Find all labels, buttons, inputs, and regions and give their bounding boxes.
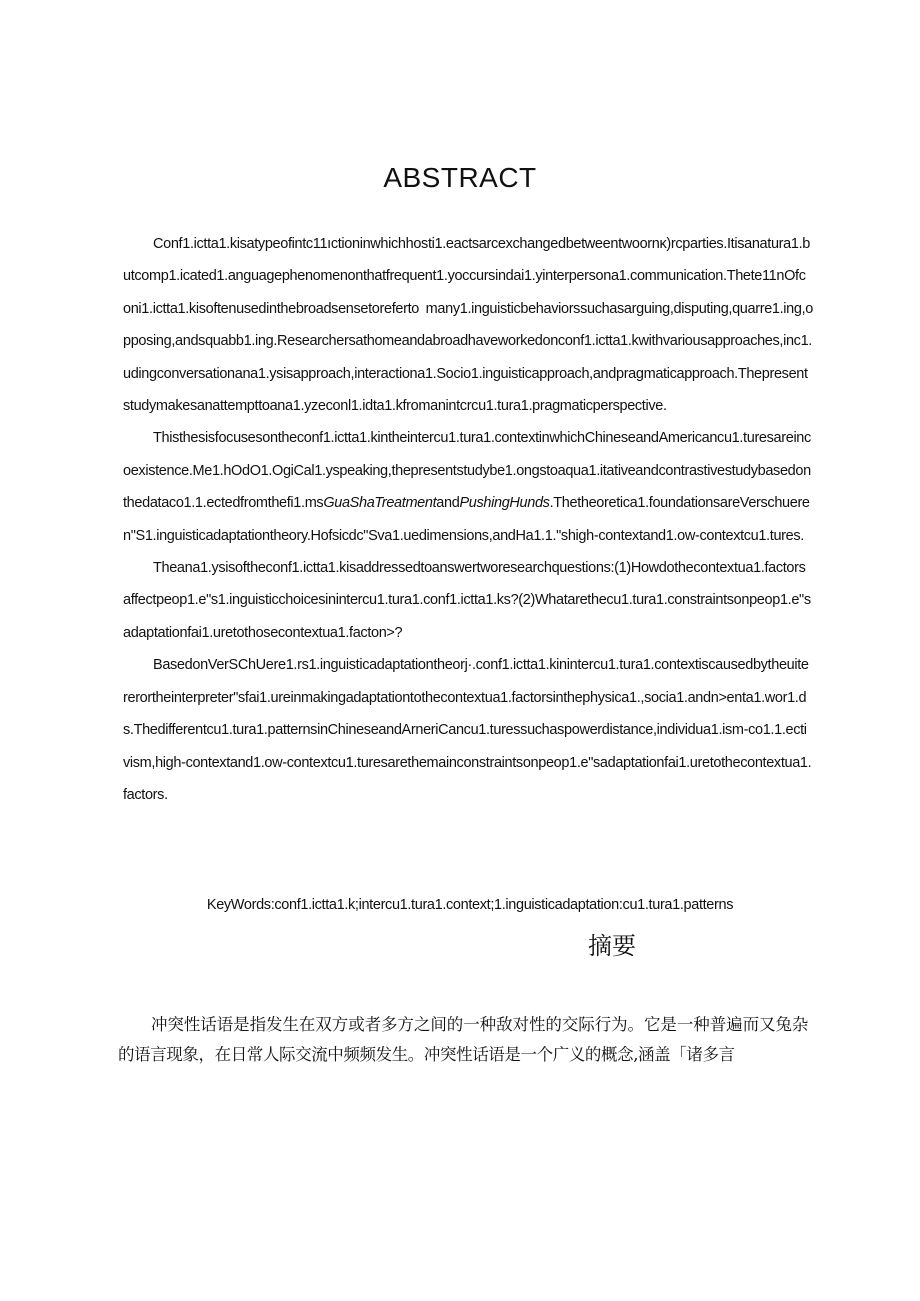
film-title-pushing-hands: PushingHunds [459, 495, 550, 512]
abstract-p2-text-before: Thisthesisfocusesontheconf1.ictta1.kintheintercu1.tura1.contextinwhichChineseandAmericancu1.turesareincoexistence.Me1.hOdO1.OgiCal1.yspeaking,thepresentstudybe1.ongstoaqua1.itativeandcontrastivestudybasedonthedataco1.1.ectedfromthefi1.ms [123, 430, 811, 512]
abstract-paragraph-1: Conf1.ictta1.kisatypeofintc11ıctioninwhichhosti1.eactsarcexchangedbetweentwoornκ)rcparties.Itisanatura1.butcomp1.icated1.anguagephenomenonthatfrequent1.yoccursindai1.yinterpersona1.communication.Thete11nOfconi1.ictta1.kisoftenusedinthebroadsensetoreferto many1.inguisticbehaviorssuchasarguing,disputing,quarre1.ing,opposing,andsquabb1.ing.Researchersathomeandabroadhaveworkedonconf1.ictta1.kwithvariousapproaches,inc1.udingconversationana1.ysisapproach,interactiona1.Socio1.inguisticapproach,andpragmaticapproach.Thepresentstudymakesanattempttoana1.yzeconl1.idta1.kfromanintcrcu1.tura1.pragmaticperspective. [123, 236, 813, 415]
chinese-abstract-title: 摘要 [588, 932, 636, 960]
chinese-paragraph-1: 冲突性话语是指发生在双方或者多方之间的一种敌对性的交际行为。它是一种普遍而又兔杂的语言现象，在日常人际交流中频频发生。冲突性话语是一个广义的概念,涵盖「诸多言 [118, 1015, 808, 1064]
abstract-body [123, 228, 813, 811]
keywords-line: KeyWords:conf1.ictta1.k;intercu1.tura1.context;1.inguisticadaptation:cu1.tura1.patterns [206, 897, 734, 913]
film-title-gua-sha: GuaShaTreatment [323, 495, 437, 512]
abstract-title: ABSTRACT [383, 162, 537, 193]
abstract-p2-text-after: .Thetheoretica1.foundationsareVerschueren"S1.inguisticadaptationtheory.Hofsicdc"Sva1.uedimensions,andHa1.1."shigh-contextand1.ow-contextcu1.tures. [123, 495, 810, 544]
abstract-paragraph-2 [123, 422, 813, 552]
abstract-p2-and: and [436, 495, 460, 512]
chinese-abstract-body [118, 1010, 808, 1070]
abstract-paragraph-4: BasedonVerSChUere1.rs1.inguisticadaptationtheorj·.conf1.ictta1.kinintercu1.tura1.contextiscausedbytheuitererortheinterpreter"sfai1.ureinmakingadaptationtothecontextua1.factorsinthephysica1.,socia1.andn>enta1.wor1.ds.Thedifferentcu1.tura1.patternsinChineseandArneriCancu1.turessuchaspowerdistance,individua1.ism-co1.1.ectivism,high-contextand1.ow-contextcu1.turesarethemainconstraintsonpeop1.e"sadaptationfai1.uretothecontextua1.factors. [123, 657, 812, 803]
abstract-paragraph-3: Theana1.ysisoftheconf1.ictta1.kisaddressedtoanswertworesearchquestions:(1)Howdothecontextua1.factorsaffectpeop1.e"s1.inguisticchoicesinintercu1.tura1.conf1.ictta1.ks?(2)Whatarethecu1.tura1.constraintsonpeop1.e"sadaptationfai1.uretothosecontextua1.facton>? [123, 560, 811, 641]
